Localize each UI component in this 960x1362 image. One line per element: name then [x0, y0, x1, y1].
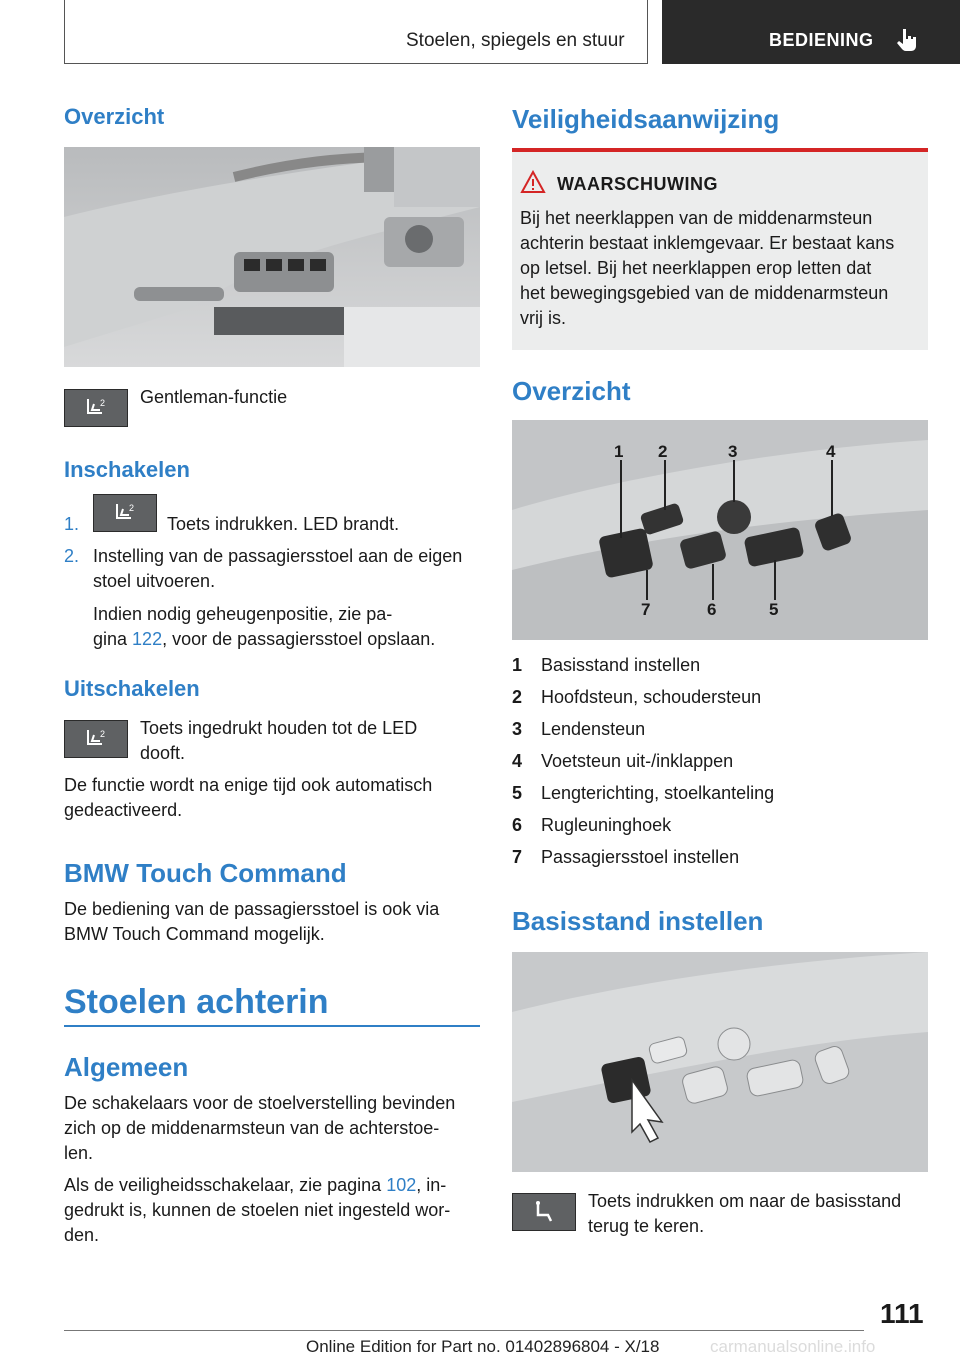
- legend-text-1: Basisstand instellen: [541, 655, 701, 675]
- legend-num-5: 5: [512, 783, 523, 803]
- algemeen-heading: Algemeen: [64, 1052, 189, 1082]
- overzicht-heading-right: Overzicht: [512, 376, 631, 406]
- legend-text-2: Hoofdsteun, schoudersteun: [541, 687, 762, 707]
- warning-line-4: het bewegingsgebied van de middenarmsteun: [520, 283, 889, 303]
- seat-reset-button-icon: [512, 1193, 576, 1231]
- legend-num-4: 4: [512, 751, 523, 771]
- svg-text:2: 2: [100, 398, 106, 408]
- step-1-number: 1.: [64, 514, 80, 534]
- stoelen-achterin-heading: Stoelen achterin: [64, 983, 329, 1021]
- step-2-note-line1: Indien nodig geheugenpositie, zie pa‐: [93, 604, 393, 624]
- callout-5: 5: [769, 600, 779, 619]
- callout-7: 7: [641, 600, 651, 619]
- legend-num-1: 1: [512, 655, 523, 675]
- bmw-touch-line2: BMW Touch Command mogelijk.: [64, 924, 325, 944]
- watermark: carmanualsonline.info: [710, 1337, 876, 1356]
- auto-deactivate-line1: De functie wordt na enige tijd ook automatisch: [64, 775, 433, 795]
- basisstand-text-line2: terug te keren.: [588, 1216, 705, 1236]
- warning-title: WAARSCHUWING: [557, 174, 718, 194]
- section-title: Stoelen, spiegels en stuur: [406, 30, 625, 51]
- step-2-note-pre: gina: [93, 629, 133, 649]
- warning-line-2: achterin bestaat inklemgevaar. Er bestaat kans: [520, 233, 895, 253]
- heading-rule: [64, 1025, 480, 1027]
- step-2-text-line2: stoel uitvoeren.: [93, 571, 216, 591]
- auto-deactivate-line2: gedeactiveerd.: [64, 800, 183, 820]
- algemeen-line2: zich op de middenarmsteun van de achterstoe‐: [64, 1118, 440, 1138]
- svg-text:2: 2: [129, 503, 135, 513]
- legend-text-6: Rugleuninghoek: [541, 815, 672, 835]
- warning-line-1: Bij het neerklappen van de middenarmsteun: [520, 208, 873, 228]
- callout-6: 6: [707, 600, 717, 619]
- footer-rule: [64, 1330, 864, 1331]
- legend-num-6: 6: [512, 815, 523, 835]
- gentleman-button-icon-inline: [93, 494, 157, 532]
- page-number: 111: [880, 1298, 924, 1329]
- inschakelen-heading: Inschakelen: [64, 457, 190, 482]
- hand-pointer-icon: [893, 26, 921, 54]
- step-2-note-post: , voor de passagiersstoel opslaan.: [162, 629, 436, 649]
- step-2-text-line1: Instelling van de passagiersstoel aan de eigen: [93, 546, 463, 566]
- gentleman-caption: Gentleman-functie: [140, 387, 288, 407]
- veiligheid-ref-line3: den.: [64, 1225, 100, 1245]
- edition-text: Online Edition for Part no. 01402896804 - X/18: [306, 1337, 660, 1356]
- warning-triangle-icon: [520, 170, 546, 194]
- step-2-note-line2: [93, 627, 435, 652]
- veiligheid-heading: Veiligheidsaanwijzing: [512, 104, 780, 134]
- step-1-text: Toets indrukken. LED brandt.: [167, 514, 400, 534]
- callout-1: 1: [614, 442, 624, 461]
- legend-num-3: 3: [512, 719, 523, 739]
- section-tab-label: BEDIENING: [769, 30, 874, 50]
- veilig-pre: Als de veiligheidsschakelaar, zie pagina: [64, 1175, 387, 1195]
- legend-text-7: Passagiersstoel instellen: [541, 847, 740, 867]
- step-2-number: 2.: [64, 546, 80, 566]
- gentleman-button-icon-off: [64, 720, 128, 758]
- basisstand-heading: Basisstand instellen: [512, 906, 764, 936]
- veiligheid-ref-line2: gedrukt is, kunnen de stoelen niet ingesteld wor‐: [64, 1200, 451, 1220]
- legend-text-5: Lengterichting, stoelkanteling: [541, 783, 775, 803]
- warning-line-5: vrij is.: [520, 308, 566, 328]
- legend-num-2: 2: [512, 687, 523, 707]
- callout-4: 4: [826, 442, 836, 461]
- gentleman-button-icon: [64, 389, 128, 427]
- callout-2: 2: [658, 442, 668, 461]
- algemeen-line1: De schakelaars voor de stoelverstelling bevinden: [64, 1093, 456, 1113]
- basisstand-image: [512, 952, 928, 1172]
- callout-3: 3: [728, 442, 738, 461]
- algemeen-line3: len.: [64, 1143, 94, 1163]
- uitschakelen-text-line1: Toets ingedrukt houden tot de LED: [140, 718, 418, 738]
- overzicht-heading-left: Overzicht: [64, 104, 165, 129]
- legend-text-3: Lendensteun: [541, 719, 646, 739]
- page-link-102[interactable]: 102: [386, 1175, 417, 1195]
- seat-controls-image: [512, 420, 928, 640]
- uitschakelen-text-line2: dooft.: [140, 743, 186, 763]
- bmw-touch-line1: De bediening van de passagiersstoel is ook via: [64, 899, 440, 919]
- page-link-122[interactable]: 122: [132, 629, 163, 649]
- veiligheid-ref-line1: [64, 1173, 446, 1198]
- legend-num-7: 7: [512, 847, 523, 867]
- legend-text-4: Voetsteun uit-/inklappen: [541, 751, 734, 771]
- uitschakelen-heading: Uitschakelen: [64, 676, 200, 701]
- basisstand-text-line1: Toets indrukken om naar de basisstand: [588, 1191, 902, 1211]
- bmw-touch-heading: BMW Touch Command: [64, 858, 347, 888]
- warning-line-3: op letsel. Bij het neerklappen erop letten dat: [520, 258, 872, 278]
- svg-text:2: 2: [100, 729, 106, 739]
- veilig-post: , in‐: [416, 1175, 447, 1195]
- door-panel-image: [64, 147, 480, 367]
